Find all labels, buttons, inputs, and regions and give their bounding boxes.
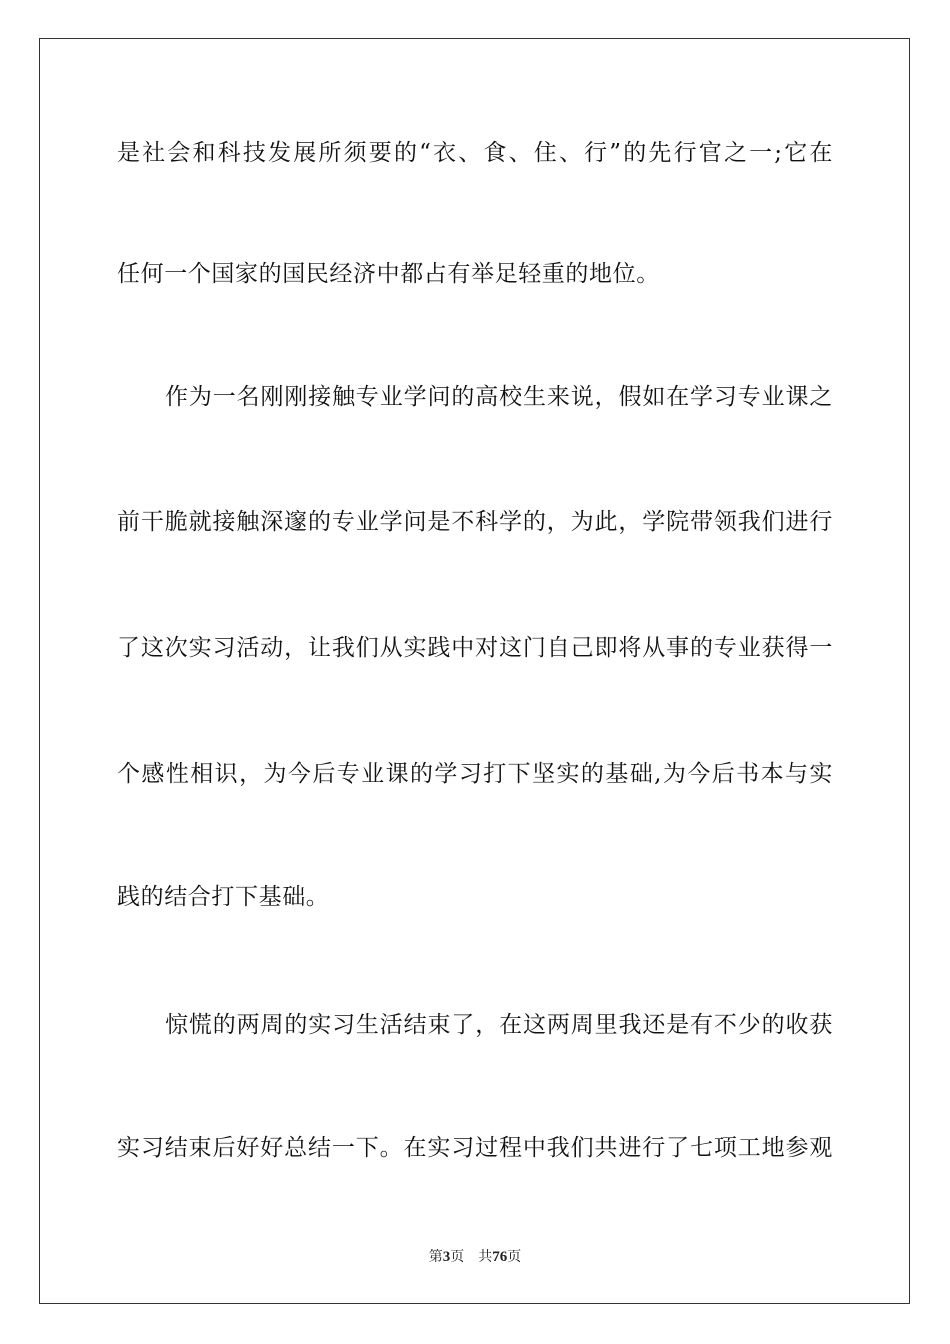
page-footer — [0, 1247, 950, 1267]
page-prefix: 第 — [428, 1249, 443, 1265]
body-text-line: 实习结束后好好总结一下。在实习过程中我们共进行了七项工地参观 — [117, 1135, 833, 1161]
page-number: 3 — [442, 1249, 451, 1265]
page-frame — [39, 38, 910, 1304]
total-prefix: 共 — [478, 1249, 493, 1265]
body-text-line: 了这次实习活动，让我们从实践中对这门自己即将从事的专业获得一 — [117, 635, 833, 661]
total-pages: 76 — [492, 1249, 508, 1265]
page-suffix: 页 — [450, 1249, 465, 1265]
body-text-line: 前干脆就接触深邃的专业学问是不科学的，为此，学院带领我们进行 — [117, 509, 833, 535]
body-text-line: 惊慌的两周的实习生活结束了，在这两周里我还是有不少的收获 — [165, 1012, 833, 1038]
total-suffix: 页 — [507, 1249, 522, 1265]
body-text-line: 是社会和科技发展所须要的“衣、食、住、行”的先行官之一;它在 — [117, 140, 833, 166]
body-text-line: 践的结合打下基础。 — [117, 884, 330, 910]
body-text-line: 任何一个国家的国民经济中都占有举足轻重的地位。 — [117, 261, 660, 287]
body-text-line: 个感性相识，为今后专业课的学习打下坚实的基础,为今后书本与实 — [117, 761, 833, 787]
body-text-line: 作为一名刚刚接触专业学问的高校生来说，假如在学习专业课之 — [165, 384, 833, 410]
